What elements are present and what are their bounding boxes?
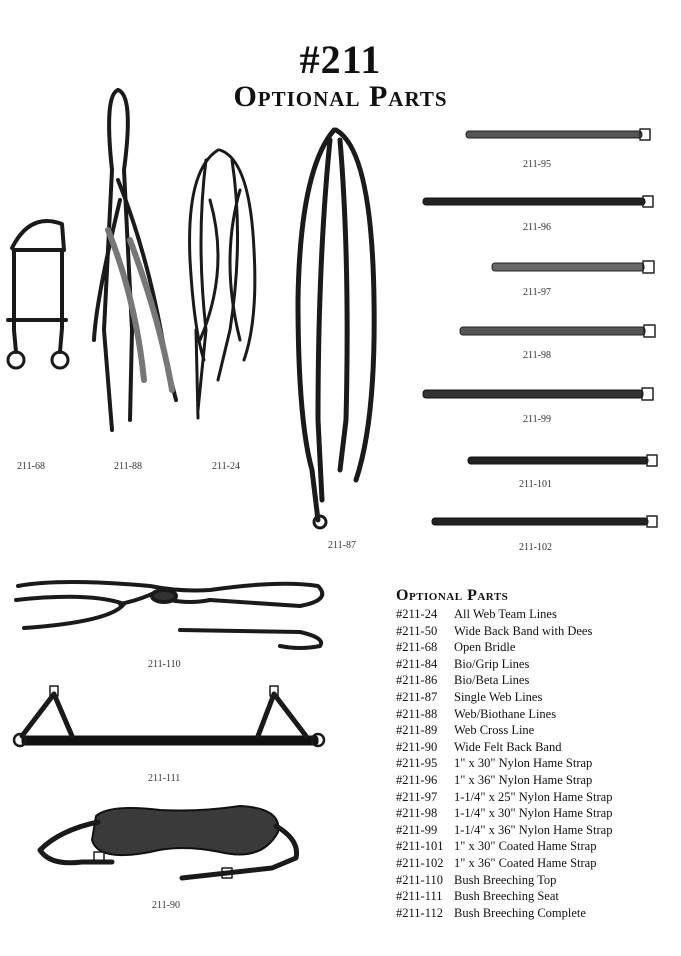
label-211-95: 211-95 [523,159,551,170]
part-description: 1" x 36" Nylon Hame Strap [454,772,593,787]
label-211-96: 211-96 [523,222,551,233]
strap-211-96-image [423,196,653,207]
part-code: #211-68 [396,640,438,655]
parts-list-item [396,755,666,772]
parts-list-item [396,888,666,905]
part-description: All Web Team Lines [454,607,557,621]
breeching-211-110-image [16,582,322,648]
part-description: Bio/Grip Lines [454,656,530,671]
part-code: #211-88 [396,706,438,721]
part-description: Open Bridle [454,640,516,655]
parts-list-item [396,722,666,739]
part-code: #211-24 [396,607,438,621]
parts-list-item [396,623,666,640]
part-description: 1" x 30" Nylon Hame Strap [454,756,593,771]
strap-211-101-image [468,455,657,466]
parts-list-item [396,639,666,656]
part-code: #211-84 [396,656,438,671]
parts-list-item [396,606,666,623]
label-211-99: 211-99 [523,414,551,425]
parts-list-item [396,739,666,756]
lines-211-24-image [190,150,255,418]
part-code: #211-102 [396,855,444,870]
strap-211-102-image [432,516,657,527]
page-subtitle: Optional Parts [233,80,448,113]
part-code: #211-50 [396,623,438,638]
part-description: Web Cross Line [454,723,535,738]
part-description: Single Web Lines [454,689,543,704]
strap-211-99-image [423,388,653,400]
part-description: 1" x 36" Coated Hame Strap [454,855,597,870]
part-code: #211-89 [396,723,438,738]
part-code: #211-111 [396,889,443,904]
label-211-68: 211-68 [17,461,45,472]
parts-list-item [396,822,666,839]
part-description: Bush Breeching Complete [454,905,586,920]
part-code: #211-96 [396,772,438,787]
bridle-211-68-image [8,221,68,368]
part-description: Web/Biothane Lines [454,706,557,721]
part-code: #211-90 [396,739,438,754]
part-description: 1-1/4" x 36" Nylon Hame Strap [454,822,613,837]
parts-list-heading: Optional Parts [396,587,509,604]
part-description: 1" x 30" Coated Hame Strap [454,839,597,854]
parts-list-item [396,772,666,789]
part-description: Bio/Beta Lines [454,673,530,688]
parts-list-item [396,838,666,855]
part-description: 1-1/4" x 30" Nylon Hame Strap [454,806,613,821]
parts-list-item [396,905,666,922]
breeching-211-111-image [14,686,324,746]
parts-list-item [396,855,666,872]
part-description: Bush Breeching Seat [454,889,559,904]
label-211-102: 211-102 [519,542,552,553]
label-211-110: 211-110 [148,659,181,670]
parts-list-item [396,689,666,706]
page-title: #211 [299,37,382,82]
part-code: #211-101 [396,839,444,854]
label-211-111: 211-111 [148,773,181,784]
part-code: #211-98 [396,806,438,821]
label-211-97: 211-97 [523,287,551,298]
parts-list-item [396,656,666,673]
parts-list-rows [396,606,666,921]
label-211-24: 211-24 [212,461,240,472]
part-code: #211-112 [396,905,443,920]
parts-list-item [396,872,666,889]
parts-list-item [396,672,666,689]
strap-211-98-image [460,325,655,337]
parts-list-item [396,805,666,822]
strap-211-95-image [466,129,650,140]
label-211-98: 211-98 [523,350,551,361]
part-code: #211-95 [396,756,438,771]
lines-211-88-image [94,90,176,430]
label-211-90: 211-90 [152,900,180,911]
part-code: #211-110 [396,872,443,887]
part-code: #211-86 [396,673,438,688]
lines-211-87-image [298,130,374,528]
strap-211-97-image [492,261,654,273]
parts-list-item [396,706,666,723]
part-description: Wide Back Band with Dees [454,623,593,638]
part-description: Wide Felt Back Band [454,739,562,754]
parts-list-item [396,789,666,806]
label-211-88: 211-88 [114,461,142,472]
label-211-87: 211-87 [328,540,356,551]
part-code: #211-87 [396,689,438,704]
parts-list [396,587,666,921]
part-code: #211-99 [396,822,438,837]
part-code: #211-97 [396,789,438,804]
part-description: Bush Breeching Top [454,872,557,887]
backband-211-90-image [40,806,297,878]
label-211-101: 211-101 [519,479,552,490]
part-description: 1-1/4" x 25" Nylon Hame Strap [454,789,613,804]
